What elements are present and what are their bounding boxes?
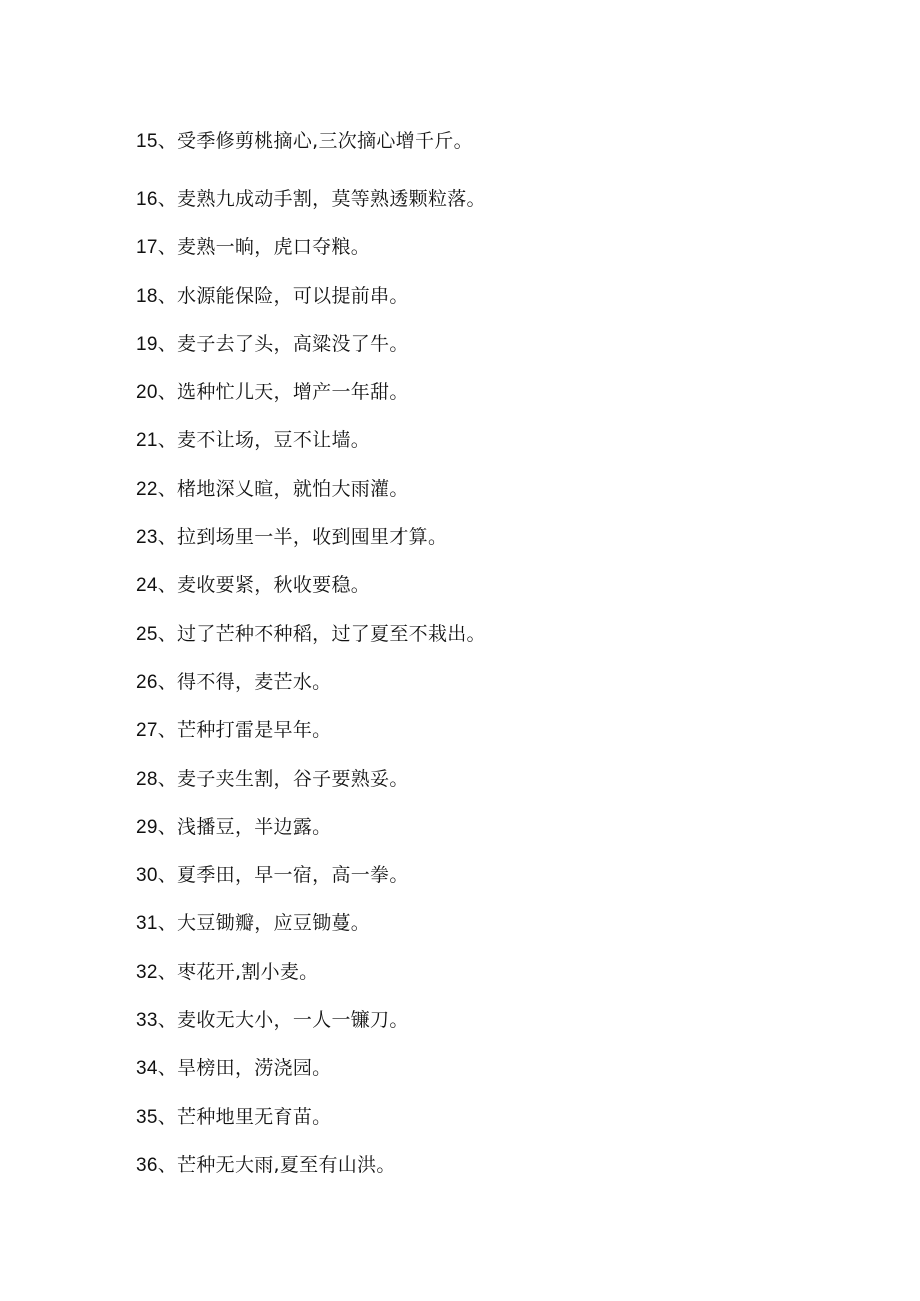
list-item: [136, 182, 856, 230]
proverb-number: 31: [136, 913, 158, 935]
proverb-number: 20: [136, 382, 158, 404]
proverb-number: 19: [136, 333, 158, 355]
proverb-text: 麦收要紧，秋收要稳。: [177, 574, 371, 597]
proverb-text: 麦收无大小，一人一镰刀。: [177, 1009, 409, 1032]
list-item: [136, 279, 856, 327]
proverb-number: 25: [136, 623, 158, 645]
proverb-text: 麦熟九成动手割，莫等熟透颗粒落。: [177, 188, 486, 210]
proverb-number: 36: [136, 1154, 158, 1176]
proverb-text: 拉到场里一半，收到囤里才算。: [177, 526, 448, 549]
proverb-number: 22: [136, 478, 158, 500]
list-item: [136, 906, 856, 954]
proverb-number: 29: [136, 816, 158, 838]
list-item: [136, 617, 856, 665]
proverb-separator: 、: [157, 574, 178, 597]
proverb-text: 麦不让场，豆不让墙。: [177, 429, 371, 452]
proverb-separator: 、: [157, 719, 178, 742]
proverb-number: 15: [136, 131, 158, 152]
list-item: [136, 1100, 856, 1148]
proverb-text: 大豆锄瓣，应豆锄蔓。: [177, 912, 371, 935]
proverb-separator: 、: [157, 236, 178, 259]
proverb-separator: 、: [157, 767, 178, 790]
proverb-text: 水源能保险，可以提前串。: [177, 284, 409, 307]
proverb-separator: 、: [157, 864, 178, 887]
proverb-text: 得不得，麦芒水。: [177, 670, 332, 693]
proverb-text: 夏季田，早一宿，高一拳。: [177, 864, 409, 887]
proverb-number: 24: [136, 575, 158, 597]
proverb-number: 17: [136, 237, 158, 259]
proverb-text: 浅播豆，半边露。: [177, 815, 332, 838]
proverb-number: 28: [136, 768, 158, 790]
proverb-number: 23: [136, 527, 158, 549]
proverb-separator: 、: [157, 1057, 178, 1080]
proverb-text: 楮地深乂暄，就怕大雨灌。: [177, 477, 409, 500]
list-item: [136, 1051, 856, 1099]
proverb-separator: 、: [157, 130, 178, 152]
proverb-separator: 、: [157, 960, 178, 983]
proverb-number: 21: [136, 430, 158, 452]
proverb-number: 16: [136, 189, 158, 210]
proverb-text: 选种忙儿天，增产一年甜。: [177, 381, 409, 404]
list-item: [136, 124, 856, 182]
proverb-separator: 、: [157, 188, 178, 210]
proverb-text: 旱榜田，涝浇园。: [177, 1057, 332, 1080]
proverb-separator: 、: [157, 332, 178, 355]
proverb-list: [136, 124, 856, 1196]
list-item: [136, 520, 856, 568]
proverb-number: 18: [136, 285, 158, 307]
proverb-number: 34: [136, 1058, 158, 1080]
list-item: [136, 955, 856, 1003]
proverb-number: 26: [136, 671, 158, 693]
proverb-text: 芒种无大雨,夏至有山洪。: [177, 1153, 396, 1176]
list-item: [136, 1148, 856, 1196]
list-item: [136, 713, 856, 761]
proverb-separator: 、: [157, 1009, 178, 1032]
proverb-separator: 、: [157, 381, 178, 404]
proverb-separator: 、: [157, 526, 178, 549]
proverb-text: 麦熟一晌，虎口夺粮。: [177, 236, 371, 259]
list-item: [136, 858, 856, 906]
proverb-text: 芒种地里无育苗。: [177, 1105, 332, 1128]
list-item: [136, 665, 856, 713]
list-item: [136, 810, 856, 858]
proverb-separator: 、: [157, 477, 178, 500]
list-item: [136, 568, 856, 616]
proverb-separator: 、: [157, 622, 178, 645]
proverb-separator: 、: [157, 1153, 178, 1176]
list-item: [136, 472, 856, 520]
proverb-text: 枣花开,割小麦。: [177, 960, 319, 983]
list-item: [136, 423, 856, 471]
proverb-text: 芒种打雷是早年。: [177, 719, 332, 742]
proverb-separator: 、: [157, 912, 178, 935]
proverb-text: 麦子夹生割，谷子要熟妥。: [177, 767, 409, 790]
proverb-separator: 、: [157, 670, 178, 693]
proverb-number: 33: [136, 1010, 158, 1032]
proverb-number: 30: [136, 865, 158, 887]
list-item: [136, 375, 856, 423]
proverb-number: 27: [136, 720, 158, 742]
proverb-text: 麦子去了头，高粱没了牛。: [177, 332, 409, 355]
proverb-text: 过了芒种不种稻，过了夏至不栽出。: [177, 622, 486, 645]
proverb-number: 32: [136, 961, 158, 983]
list-item: [136, 1003, 856, 1051]
proverb-text: 受季修剪桃摘心,三次摘心增千斤。: [177, 130, 473, 152]
list-item: [136, 327, 856, 375]
proverb-separator: 、: [157, 815, 178, 838]
list-item: [136, 762, 856, 810]
proverb-number: 35: [136, 1106, 158, 1128]
proverb-separator: 、: [157, 1105, 178, 1128]
list-item: [136, 230, 856, 278]
proverb-separator: 、: [157, 284, 178, 307]
proverb-separator: 、: [157, 429, 178, 452]
